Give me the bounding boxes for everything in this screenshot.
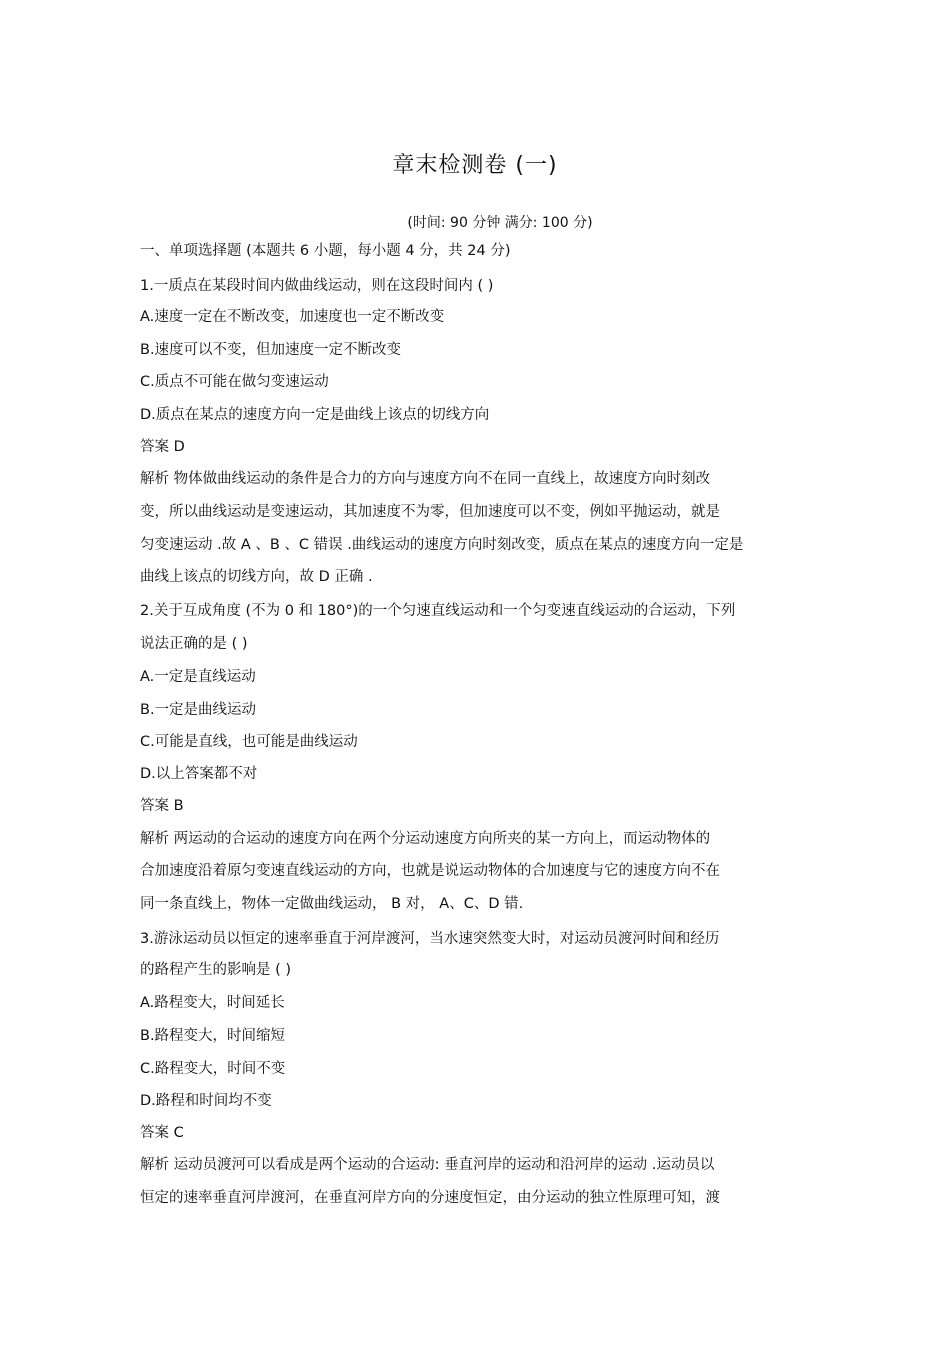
option-c: C.路程变大，时间不变 (140, 1061, 286, 1077)
option-b: B.速度可以不变，但加速度一定不断改变 (140, 342, 402, 358)
question-1: 1.一质点在某段时间内做曲线运动，则在这段时间内 ( ) (140, 278, 494, 294)
option-a: A.一定是直线运动 (140, 669, 256, 685)
analysis-line: 恒定的速率垂直河岸渡河，在垂直河岸方向的分速度恒定，由分运动的独立性原理可知，渡 (140, 1190, 720, 1206)
analysis-line: 变，所以曲线运动是变速运动，其加速度不为零，但加速度可以不变，例如平抛运动，就是 (140, 504, 720, 520)
option-c: C.质点不可能在做匀变速运动 (140, 374, 329, 390)
page-title: 章末检测卷 (一) (392, 153, 558, 178)
exam-meta: (时间: 90 分钟 满分: 100 分) (407, 215, 593, 231)
analysis-line: 曲线上该点的切线方向，故 D 正确 . (140, 569, 373, 585)
answer: 答案 C (140, 1125, 184, 1141)
question-2-cont: 说法正确的是 ( ) (140, 636, 248, 652)
question-3-cont: 的路程产生的影响是 ( ) (140, 962, 292, 978)
option-c: C.可能是直线，也可能是曲线运动 (140, 734, 358, 750)
answer: 答案 B (140, 798, 184, 814)
option-d: D.路程和时间均不变 (140, 1093, 272, 1109)
option-d: D.以上答案都不对 (140, 766, 258, 782)
option-b: B.路程变大，时间缩短 (140, 1028, 286, 1044)
analysis-line: 匀变速运动 .故 A 、B 、C 错误 .曲线运动的速度方向时刻改变，质点在某点的速度方向一定是 (140, 537, 744, 553)
option-a: A.路程变大，时间延长 (140, 995, 285, 1011)
section-heading: 一、单项选择题 (本题共 6 小题，每小题 4 分，共 24 分) (140, 243, 511, 259)
option-d: D.质点在某点的速度方向一定是曲线上该点的切线方向 (140, 407, 490, 423)
answer: 答案 D (140, 439, 185, 455)
analysis-line: 解析 运动员渡河可以看成是两个运动的合运动: 垂直河岸的运动和沿河岸的运动 .运动员以 (140, 1157, 715, 1173)
analysis-line: 解析 物体做曲线运动的条件是合力的方向与速度方向不在同一直线上，故速度方向时刻改 (140, 471, 711, 487)
analysis-line: 解析 两运动的合运动的速度方向在两个分运动速度方向所夹的某一方向上，而运动物体的 (140, 831, 711, 847)
option-b: B.一定是曲线运动 (140, 702, 257, 718)
question-3: 3.游泳运动员以恒定的速率垂直于河岸渡河，当水速突然变大时，对运动员渡河时间和经历 (140, 931, 720, 947)
option-a: A.速度一定在不断改变，加速度也一定不断改变 (140, 309, 445, 325)
analysis-line: 同一条直线上，物体一定做曲线运动， B 对， A、C、D 错. (140, 896, 524, 912)
analysis-line: 合加速度沿着原匀变速直线运动的方向，也就是说运动物体的合加速度与它的速度方向不在 (140, 863, 720, 879)
question-2: 2.关于互成角度 (不为 0 和 180°)的一个匀速直线运动和一个匀变速直线运动的合运动，下列 (140, 603, 736, 619)
